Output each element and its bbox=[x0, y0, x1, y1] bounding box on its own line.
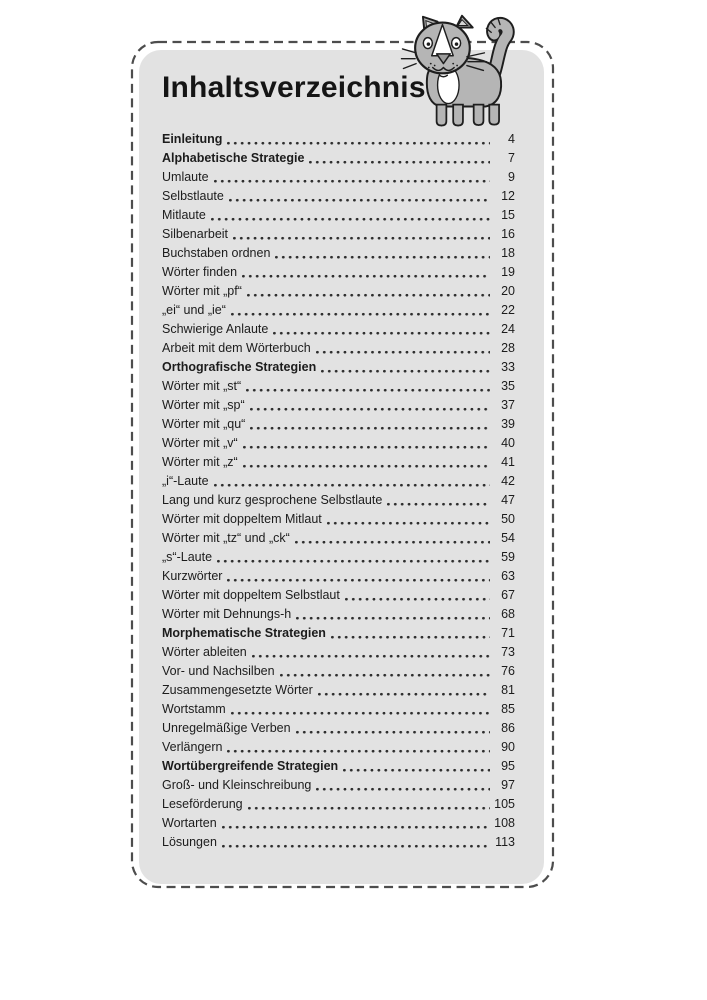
dot-leader bbox=[273, 329, 490, 335]
toc-entry-label: Wörter mit doppeltem Mitlaut bbox=[162, 512, 322, 526]
toc-entry-page: 68 bbox=[501, 607, 515, 621]
dot-leader bbox=[242, 272, 490, 278]
toc-entry bbox=[162, 795, 515, 814]
toc-entry-page: 16 bbox=[501, 227, 515, 241]
dot-leader bbox=[321, 367, 490, 373]
toc-entry-page: 7 bbox=[508, 151, 515, 165]
toc-entry-page: 22 bbox=[501, 303, 515, 317]
toc-entry-label: Groß- und Kleinschreibung bbox=[162, 778, 312, 792]
dot-leader bbox=[248, 804, 490, 810]
toc-entry-page: 85 bbox=[501, 702, 515, 716]
toc-entry-page: 47 bbox=[501, 493, 515, 507]
toc-entry-label: Wortarten bbox=[162, 816, 217, 830]
dot-leader bbox=[331, 633, 490, 639]
toc-entry-page: 108 bbox=[494, 816, 515, 830]
toc-entry-page: 40 bbox=[501, 436, 515, 450]
toc-entry bbox=[162, 643, 515, 662]
toc-entry bbox=[162, 453, 515, 472]
dot-leader bbox=[252, 652, 490, 658]
toc-entry-label: Wörter mit Dehnungs-h bbox=[162, 607, 292, 621]
toc-entry bbox=[162, 263, 515, 282]
toc-entry-label: Arbeit mit dem Wörterbuch bbox=[162, 341, 311, 355]
toc-entry-label: Wortübergreifende Strategien bbox=[162, 759, 339, 773]
toc-entry-label: Wörter mit „z“ bbox=[162, 455, 238, 469]
cat-illustration bbox=[400, 7, 522, 128]
toc-entry-page: 76 bbox=[501, 664, 515, 678]
toc-entry-page: 50 bbox=[501, 512, 515, 526]
dot-leader bbox=[231, 310, 490, 316]
toc-entry-label: Wörter mit „qu“ bbox=[162, 417, 246, 431]
dot-leader bbox=[211, 215, 490, 221]
toc-entry bbox=[162, 472, 515, 491]
dot-leader bbox=[387, 500, 490, 506]
dot-leader bbox=[318, 690, 490, 696]
toc-entry-label: Selbstlaute bbox=[162, 189, 224, 203]
dot-leader bbox=[247, 291, 490, 297]
toc-entry bbox=[162, 339, 515, 358]
dot-leader bbox=[343, 766, 490, 772]
toc-entry-page: 97 bbox=[501, 778, 515, 792]
toc-entry bbox=[162, 415, 515, 434]
toc-entry-page: 54 bbox=[501, 531, 515, 545]
toc-entry-label: „s“-Laute bbox=[162, 550, 213, 564]
dot-leader bbox=[296, 614, 490, 620]
toc-entry-page: 18 bbox=[501, 246, 515, 260]
toc-entry bbox=[162, 434, 515, 453]
toc-entry bbox=[162, 225, 515, 244]
toc-entry-label: Schwierige Anlaute bbox=[162, 322, 269, 336]
dot-leader bbox=[250, 424, 490, 430]
toc-entry bbox=[162, 700, 515, 719]
toc-entry bbox=[162, 586, 515, 605]
dot-leader bbox=[327, 519, 490, 525]
toc-entry-label: Silbenarbeit bbox=[162, 227, 229, 241]
toc-entry-page: 24 bbox=[501, 322, 515, 336]
toc-entry-label: Einleitung bbox=[162, 132, 223, 146]
toc-entry bbox=[162, 491, 515, 510]
dot-leader bbox=[246, 386, 490, 392]
toc-entry-label: Wörter mit „st“ bbox=[162, 379, 242, 393]
toc-entry-page: 28 bbox=[501, 341, 515, 355]
toc-entry-page: 67 bbox=[501, 588, 515, 602]
dot-leader bbox=[227, 139, 490, 145]
dot-leader bbox=[214, 481, 490, 487]
toc-entry-label: Wörter mit doppeltem Selbstlaut bbox=[162, 588, 340, 602]
toc-entry bbox=[162, 187, 515, 206]
toc-entry-page: 86 bbox=[501, 721, 515, 735]
toc-entry-page: 105 bbox=[494, 797, 515, 811]
toc-entry-label: Alphabetische Strategie bbox=[162, 151, 305, 165]
toc-entry bbox=[162, 681, 515, 700]
toc-entry bbox=[162, 776, 515, 795]
toc-entry-page: 33 bbox=[501, 360, 515, 374]
toc-entry-page: 19 bbox=[501, 265, 515, 279]
toc-entry bbox=[162, 130, 515, 149]
toc-entry-label: Unregelmäßige Verben bbox=[162, 721, 291, 735]
toc-entry-label: „i“-Laute bbox=[162, 474, 209, 488]
toc-entry-page: 39 bbox=[501, 417, 515, 431]
toc-entry-label: Orthografische Strategien bbox=[162, 360, 317, 374]
toc-card bbox=[139, 50, 544, 884]
toc-entry bbox=[162, 168, 515, 187]
toc-entry-page: 20 bbox=[501, 284, 515, 298]
toc-list bbox=[162, 130, 515, 852]
toc-entry bbox=[162, 244, 515, 263]
toc-entry-page: 42 bbox=[501, 474, 515, 488]
toc-entry-label: Wörter mit „pf“ bbox=[162, 284, 242, 298]
toc-entry bbox=[162, 738, 515, 757]
toc-entry bbox=[162, 662, 515, 681]
dot-leader bbox=[275, 253, 490, 259]
toc-entry-label: „ei“ und „ie“ bbox=[162, 303, 226, 317]
toc-entry bbox=[162, 605, 515, 624]
toc-entry-page: 113 bbox=[495, 835, 515, 849]
toc-entry-label: Lang und kurz gesprochene Selbstlaute bbox=[162, 493, 383, 507]
toc-entry-label: Wörter finden bbox=[162, 265, 238, 279]
toc-entry bbox=[162, 814, 515, 833]
toc-entry bbox=[162, 358, 515, 377]
dot-leader bbox=[229, 196, 490, 202]
toc-entry-page: 12 bbox=[501, 189, 515, 203]
dot-leader bbox=[243, 462, 490, 468]
dot-leader bbox=[316, 785, 490, 791]
toc-entry-page: 73 bbox=[501, 645, 515, 659]
toc-entry-label: Leseförderung bbox=[162, 797, 243, 811]
toc-entry-label: Wörter ableiten bbox=[162, 645, 247, 659]
toc-entry-label: Lösungen bbox=[162, 835, 217, 849]
toc-entry-label: Wortstamm bbox=[162, 702, 226, 716]
toc-entry bbox=[162, 301, 515, 320]
dot-leader bbox=[222, 823, 490, 829]
toc-entry-label: Morphematische Strategien bbox=[162, 626, 326, 640]
dot-leader bbox=[243, 443, 490, 449]
toc-entry bbox=[162, 567, 515, 586]
toc-entry-label: Umlaute bbox=[162, 170, 209, 184]
toc-entry bbox=[162, 149, 515, 168]
toc-entry-page: 35 bbox=[501, 379, 515, 393]
toc-entry bbox=[162, 757, 515, 776]
dot-leader bbox=[295, 538, 490, 544]
toc-entry bbox=[162, 529, 515, 548]
toc-entry-label: Wörter mit „sp“ bbox=[162, 398, 245, 412]
toc-entry bbox=[162, 510, 515, 529]
dot-leader bbox=[296, 728, 490, 734]
toc-entry bbox=[162, 320, 515, 339]
toc-entry-page: 63 bbox=[501, 569, 515, 583]
dot-leader bbox=[231, 709, 490, 715]
dot-leader bbox=[227, 576, 490, 582]
dot-leader bbox=[217, 557, 490, 563]
toc-entry-label: Wörter mit „tz“ und „ck“ bbox=[162, 531, 290, 545]
toc-entry-page: 59 bbox=[501, 550, 515, 564]
page-title: Inhaltsverzeichnis bbox=[162, 71, 426, 104]
dot-leader bbox=[309, 158, 490, 164]
toc-entry bbox=[162, 396, 515, 415]
cat-legs bbox=[437, 105, 499, 126]
toc-entry-page: 81 bbox=[501, 683, 515, 697]
toc-entry-page: 9 bbox=[508, 170, 515, 184]
toc-entry-page: 4 bbox=[508, 132, 515, 146]
toc-entry-label: Buchstaben ordnen bbox=[162, 246, 271, 260]
dot-leader bbox=[280, 671, 490, 677]
toc-entry-page: 15 bbox=[501, 208, 515, 222]
toc-entry-page: 37 bbox=[501, 398, 515, 412]
dot-leader bbox=[233, 234, 490, 240]
toc-entry bbox=[162, 833, 515, 852]
toc-entry-label: Zusammengesetzte Wörter bbox=[162, 683, 313, 697]
toc-entry-page: 41 bbox=[501, 455, 515, 469]
toc-entry bbox=[162, 282, 515, 301]
toc-entry-label: Mitlaute bbox=[162, 208, 206, 222]
dot-leader bbox=[222, 842, 490, 848]
dot-leader bbox=[316, 348, 490, 354]
toc-entry bbox=[162, 624, 515, 643]
toc-entry-label: Wörter mit „v“ bbox=[162, 436, 238, 450]
dot-leader bbox=[214, 177, 490, 183]
toc-entry-label: Vor- und Nachsilben bbox=[162, 664, 275, 678]
toc-entry-page: 90 bbox=[501, 740, 515, 754]
toc-entry bbox=[162, 719, 515, 738]
toc-entry-label: Verlängern bbox=[162, 740, 223, 754]
dot-leader bbox=[250, 405, 490, 411]
toc-entry-page: 71 bbox=[501, 626, 515, 640]
toc-entry bbox=[162, 548, 515, 567]
toc-entry-label: Kurzwörter bbox=[162, 569, 223, 583]
toc-entry bbox=[162, 377, 515, 396]
toc-entry bbox=[162, 206, 515, 225]
dot-leader bbox=[227, 747, 490, 753]
toc-entry-page: 95 bbox=[501, 759, 515, 773]
dot-leader bbox=[345, 595, 490, 601]
